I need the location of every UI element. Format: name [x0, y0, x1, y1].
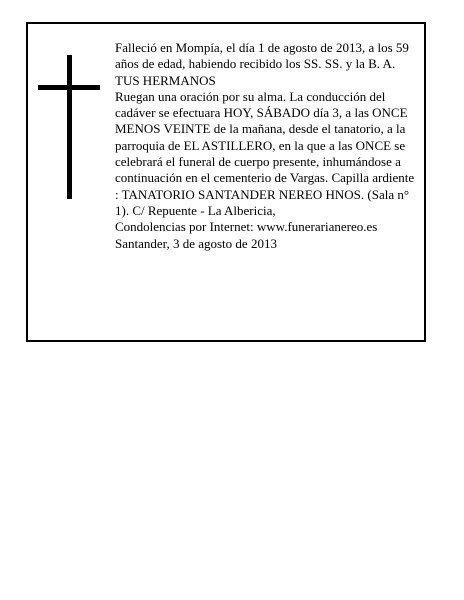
place-date: Santander, 3 de agosto de 2013 [115, 235, 277, 251]
funeral-details: Ruegan una oración por su alma. La conducción del cadáver se efectuara HOY, SÁBADO día 3, a las ONCE MENOS VEINTE de la mañana, desde el tanatorio, a la parroquia de EL ASTILLERO, en la que a las ONCE se celebrará el funeral de cuerpo presente, inhumándose a continuación en el cementerio de Vargas. Capilla ardiente : TANATORIO SANTANDER NEREO HNOS. (Sala n° 1). C/ Repuente - La Albericia, [115, 88, 415, 218]
family-signature: TUS HERMANOS [115, 72, 216, 88]
cross-vertical-bar [67, 55, 72, 199]
condolences-line: Condolencias por Internet: www.funerarianereo.es [115, 219, 378, 235]
death-announcement: Falleció en Mompía, el día 1 de agosto de 2013, a los 59 años de edad, habiendo recibido los SS. SS. y la B. A. [115, 40, 409, 72]
latin-cross-icon [38, 55, 100, 199]
obituary-notice [26, 22, 426, 342]
notice-text [115, 40, 415, 252]
cross-horizontal-bar [38, 85, 100, 90]
